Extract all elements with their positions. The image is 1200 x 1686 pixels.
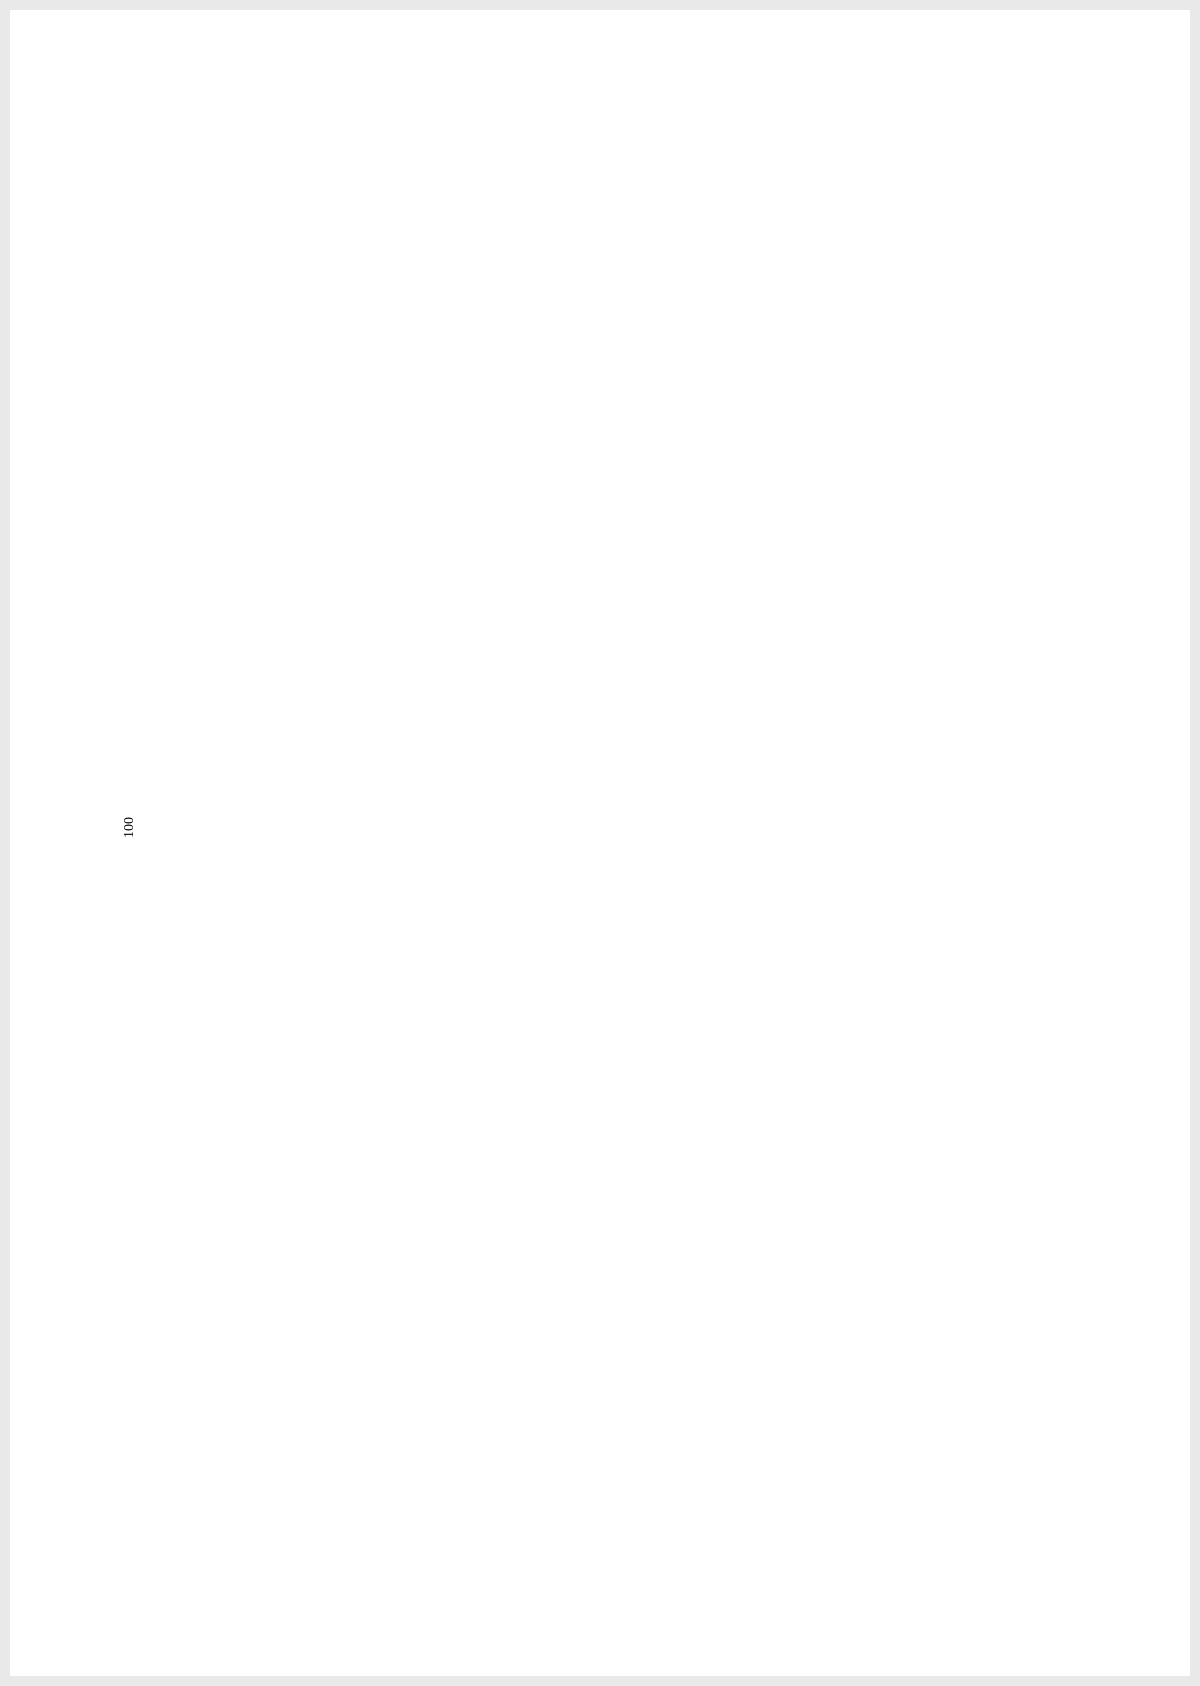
rotated-table-wrapper — [172, 106, 1072, 1662]
page-number: 100 — [122, 817, 137, 838]
table-body — [172, 106, 1072, 1662]
register-table — [172, 106, 1072, 1662]
